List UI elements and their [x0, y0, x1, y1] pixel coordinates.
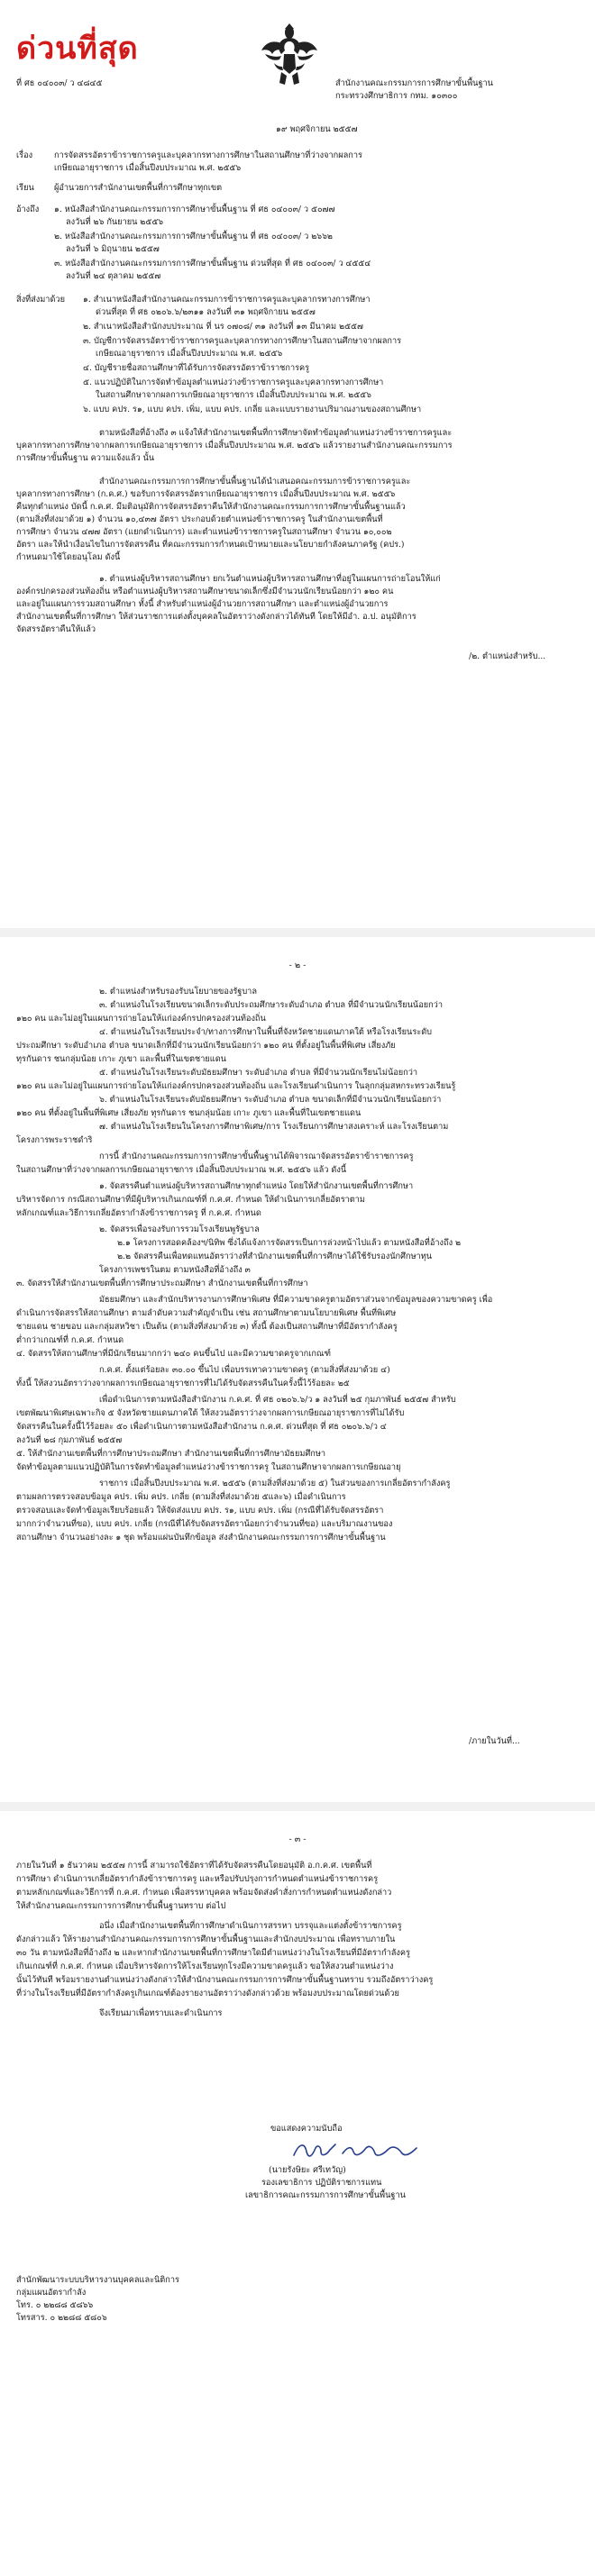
body-text: ๒.๑ โครงการสอดคล้องฯ/นิทิพ ซึ่งได้แจ้งการจัดสรรเป็นการล่วงหน้าไปแล้ว ตามหนังสือที่อ้างถึง ๒ — [117, 1238, 462, 1248]
reference-2: ๒. หนังสือสำนักงานคณะกรรมการการศึกษาขั้นพื้นฐาน ที่ ศธ ๐๔๐๐๓/ ว ๒๖๖๒ — [54, 232, 333, 241]
body-text: ตามผลการตรวจสอบข้อมูล คปร. เพิ่ม คปร. เกลี่ย (ตามสิ่งที่ส่งมาด้วย ๕และ๖) เมื่อดำเนินการ — [16, 1492, 346, 1502]
signer-name: (นายรังษิยะ ศรีเทวัญ) — [269, 2165, 346, 2175]
body-text: ๕. ให้สำนักงานเขตพื้นที่การศึกษาประถมศึกษา สำนักงานเขตพื้นที่การศึกษามัธยมศึกษา — [16, 1449, 326, 1459]
agency-name: สำนักงานคณะกรรมการการศึกษาขั้นพื้นฐาน — [335, 78, 493, 88]
body-text: ๑. ตำแหน่งผู้บริหารสถานศึกษา ยกเว้นตำแหน่งผู้บริหารสถานศึกษาที่อยู่ในแผนการถ่ายโอนให้แก่ — [99, 574, 441, 584]
body-text: ๓๐ วัน ตามหนังสือที่อ้างถึง ๒ และหากสำนักงานเขตพื้นที่การศึกษาใดมีตำแหน่งว่างในโรงเรียนที่มีอัตรากำลังครู — [16, 1948, 410, 1958]
subject-line-2: เกษียณอายุราชการ เมื่อสิ้นปีงบประมาณ พ.ศ. ๒๕๕๖ — [54, 163, 242, 173]
body-text: ก.ค.ศ. ตั้งแต่ร้อยละ ๓๐.๐๐ ขึ้นไป เพื่อบรรเทาความขาดครู (ตามสิ่งที่ส่งมาด้วย ๔) — [99, 1365, 390, 1375]
body-text: ทุรกันดาร ชนกลุ่มน้อย เกาะ ภูเขา และพื้นที่ในเขตชายแดน — [16, 1054, 226, 1064]
signature-icon — [288, 2139, 424, 2162]
body-text: ลงวันที่ ๒๘ กุมภาพันธ์ ๒๕๕๗ — [16, 1435, 123, 1445]
enclosures-label: สิ่งที่ส่งมาด้วย — [16, 295, 65, 305]
enclosure-line: ๒. สำเนาหนังสือสำนักงบประมาณ ที่ นร ๐๗๐๘/ ๓๑ ลงวันที่ ๑๓ มีนาคม ๒๕๕๗ — [83, 322, 363, 332]
body-text: ๗. ตำแหน่งในโรงเรียนในโครงการศึกษาพิเศษ/การ โรงเรียนการศึกษาสงเคราะห์ และโรงเรียนตาม — [99, 1122, 449, 1132]
enclosure-line: ๕. แนวปฏิบัติในการจัดทำข้อมูลตำแหน่งว่างข้าราชการครูและบุคลากรทางการศึกษา — [83, 378, 384, 387]
body-text: สำนักงานเขตพื้นที่การศึกษา ให้ส่วนราชการแต่งตั้งบุคคลในอัตราว่างดังกล่าวได้ทันที โดยให้มีอำ. อ.ป. อนุมัติการ — [16, 612, 416, 622]
subject-label: เรื่อง — [16, 150, 33, 160]
body-text: หลักเกณฑ์และวิธีการเกลี่ยอัตรากำลังข้าราชการครู ที่ ก.ค.ศ. กำหนด — [16, 1208, 261, 1218]
body-text: และอยู่ในแผนการรวมสถานศึกษา ทั้งนี้ สำหรับตำแหน่งผู้อำนวยการสถานศึกษา และตำแหน่งผู้อำนวยการ — [16, 599, 389, 609]
body-text: มากกว่าจำนวนที่ขอ), แบบ คปร. เกลี่ย (กรณีที่ได้รับจัดสรรอัตราน้อยกว่าจำนวนที่ขอ) และบริมาณงานของ — [16, 1519, 393, 1529]
enclosure-line: ๓. บัญชีการจัดสรรอัตราข้าราชการครูและบุคลากรทางการศึกษาในสถานศึกษาจากผลการ — [83, 336, 402, 346]
page-number: - ๓ - — [288, 1834, 307, 1844]
salutation-label: เรียน — [16, 183, 34, 193]
page-3 — [0, 1811, 595, 2576]
body-text: คืนทุกตำแหน่ง บัดนี้ ก.ค.ศ. มีมติอนุมัติการจัดสรรอัตราคืนให้สำนักงานคณะกรรมการการศึกษาขั้นพื้นฐานแล้ว — [16, 502, 406, 512]
body-text: เพื่อดำเนินการตามหนังสือสำนักงาน ก.ค.ศ. ที่ ศธ ๐๒๐๖.๖/ว ๑ ลงวันที่ ๒๕ กุมภาพันธ์ ๒๕๕๗ สำหรับ — [99, 1395, 456, 1405]
body-text: นั้นไว้ทันที พร้อมรายงานตำแหน่งว่างดังกล่าวให้สำนักงานคณะกรรมการการศึกษาขั้นพื้นฐานทราบ รวมถึงอัตราว่างครู — [16, 1975, 434, 1985]
footer-fax: โทรสาร. ๐ ๒๒๘๘ ๕๘๐๖ — [16, 2313, 107, 2323]
body-text: ๑. จัดสรรคืนตำแหน่งผู้บริหารสถานศึกษาทุกตำแหน่ง โดยให้สำนักงานเขตพื้นที่การศึกษา — [99, 1181, 414, 1191]
body-text: ชายแดน ชายขอบ และกลุ่มสหวิชา เป็นต้น (ตามสิ่งที่ส่งมาด้วย ๓) ทั้งนี้ ต้องเป็นสถานศึกษาที่มีอัตรากำลังครู — [16, 1322, 398, 1332]
continuation-note: /ภายในวันที่... — [469, 1736, 520, 1746]
enclosure-line: ในสถานศึกษาจากผลการเกษียณอายุราชการ เมื่อสิ้นปีงบประมาณ พ.ศ. ๒๕๕๖ — [96, 390, 371, 400]
footer-phone: โทร. ๐ ๒๒๘๘ ๕๘๖๖ — [16, 2300, 94, 2310]
body-text: กำหนดมาใช้โดยอนุโลม ดังนี้ — [16, 552, 121, 562]
body-text: โครงการพระราชดำริ — [16, 1135, 93, 1145]
signer-title-1: รองเลขาธิการ ปฏิบัติราชการแทน — [261, 2178, 382, 2188]
body-text: องค์กรปกครองส่วนท้องถิ่น หรือตำแหน่งผู้บริหารสถานศึกษาขนาดเล็กซึ่งมีจำนวนนักเรียนน้อยกว่า ๑๒๐ คน — [16, 587, 394, 596]
agency-address: กระทรวงศึกษาธิการ กทม. ๑๐๓๐๐ — [335, 91, 458, 101]
body-text: จัดสรรอัตราคืนให้แล้ว — [16, 624, 96, 634]
body-text: ๑๒๐ คน และไม่อยู่ในแผนการถ่ายโอนให้แก่องค์กรปกครองส่วนท้องถิ่น — [16, 1014, 266, 1024]
reference-1-date: ลงวันที่ ๒๖ กันยายน ๒๕๕๖ — [66, 217, 164, 227]
body-text: ๔. ตำแหน่งในโรงเรียนประจำ/ทางการศึกษาในพื้นที่จังหวัดชายแดนภาคใต้ หรือโรงเรียนระดับ — [99, 1027, 432, 1037]
body-text: อนึ่ง เมื่อสำนักงานเขตพื้นที่การศึกษาดำเนินการสรรหา บรรจุและแต่งตั้งข้าราชการครู — [99, 1921, 402, 1931]
footer-office: สำนักพัฒนาระบบบริหารงานบุคคลและนิติการ — [16, 2275, 179, 2285]
body-text: จัดทำข้อมูลตามแนวปฏิบัติในการจัดทำข้อมูลตำแหน่งว่างข้าราชการครู ในสถานศึกษาจากผลการเกษียณอายุ — [16, 1462, 401, 1472]
body-text: อัตรา และให้นำเงื่อนไขในการจัดสรรคืน ที่คณะกรรมการกำหนดเป้าหมายและนโยบายกำลังคนภาครัฐ (คปร.) — [16, 540, 405, 550]
body-text: ภายในวันที่ ๑ ธันวาคม ๒๕๕๗ การนี้ สามารถใช้อัตราที่ได้รับจัดสรรคืนโดยอนุมัติ อ.ก.ค.ศ. เขตพื้นที่ — [16, 1861, 372, 1871]
body-text: เขตพัฒนาพิเศษเฉพาะกิจ ๕ จังหวัดชายแดนภาคใต้ ให้สงวนอัตราว่างจากผลการเกษียณอายุราชการที่ไม่ได้รับ — [16, 1408, 405, 1418]
page-divider — [0, 1802, 595, 1811]
body-text: ๖. ตำแหน่งในโรงเรียนระดับมัธยมศึกษา ระดับอำเภอ ตำบล ขนาดเล็กที่มีจำนวนนักเรียนน้อยกว่า — [99, 1095, 442, 1105]
body-text: บุคลากรทางการศึกษา (ก.ค.ศ.) ขอรับการจัดสรรอัตราเกษียณอายุราชการ เมื่อสิ้นปีงบประมาณ พ.ศ. ๒๕๕๖ — [16, 489, 396, 499]
body-text: ตามหนังสือที่อ้างถึง ๓ แจ้งให้สำนักงานเขตพื้นที่การศึกษาจัดทำข้อมูลตำแหน่งว่างข้าราชการครูและ — [99, 428, 453, 438]
body-text: ตรวจสอบและจัดทำข้อมูลเรียบร้อยแล้ว ให้จัดส่งแบบ คปร. ร๑, แบบ คปร. เพิ่ม (กรณีที่ได้รับจัดสรรอัตรา — [16, 1506, 384, 1516]
enclosure-line: เกษียณอายุราชการ เมื่อสิ้นปีงบประมาณ พ.ศ. ๒๕๕๖ — [96, 349, 283, 359]
body-text: ๔. จัดสรรให้สถานศึกษาที่มีนักเรียนมากกว่า ๒๔๐ คนขึ้นไป และมีความขาดครูจากเกณฑ์ — [16, 1349, 332, 1359]
body-text: ในสถานศึกษาที่ว่างจากผลการเกษียณอายุราชการ เมื่อสิ้นปีงบประมาณ พ.ศ. ๒๕๕๖ แล้ว ดังนี้ — [16, 1165, 347, 1175]
body-text: ๑๒๐ คน และไม่อยู่ในแผนการถ่ายโอนให้แก่องค์กรปกครองส่วนท้องถิ่น และโรงเรียนดำเนินการ ในลุกกลุ่มสหกระทรวงเรียนรู้ — [16, 1081, 456, 1091]
urgency-stamp: ด่วนที่สุด — [16, 31, 139, 67]
enclosure-line: ๖. แบบ คปร. ร๑, แบบ คปร. เพิ่ม, แบบ คปร. เกลี่ย และแบบรายงานปริมาณงานของสถานศึกษา — [83, 405, 422, 414]
enclosure-line: ๑. สำเนาหนังสือสำนักงานคณะกรรมการข้าราชการครูและบุคลากรทางการศึกษา — [83, 295, 371, 305]
body-text: สำนักงานคณะกรรมการการศึกษาขั้นพื้นฐานได้นำเสนอคณะกรรมการข้าราชการครูและ — [99, 477, 411, 487]
reference-1: ๑. หนังสือสำนักงานคณะกรรมการการศึกษาขั้นพื้นฐาน ที่ ศธ ๐๔๐๐๓/ ว ๕๐๗๗ — [54, 205, 335, 214]
body-text: ๓. จัดสรรให้สำนักงานเขตพื้นที่การศึกษาประถมศึกษา สำนักงานเขตพื้นที่การศึกษา — [16, 1279, 308, 1288]
page-number: - ๒ - — [288, 960, 307, 970]
body-text: การศึกษาขั้นพื้นฐาน ความแจ้งแล้ว นั้น — [16, 453, 155, 463]
body-text: ๒.๒ จัดสรรคืนเพื่อทดแทนอัตราว่างที่สำนักงานเขตพื้นที่การศึกษาได้ใช้รับรองนักศึกษาทุน — [117, 1252, 433, 1261]
reference-3-date: ลงวันที่ ๒๔ ตุลาคม ๒๕๕๗ — [66, 271, 161, 281]
body-text: บุคลากรทางการศึกษาจากผลการเกษียณอายุราชการ เมื่อสิ้นปีงบประมาณ พ.ศ. ๒๕๕๖ แล้วรายงานสำนักงานคณะกรรมการ — [16, 441, 453, 451]
body-text: ๕. ตำแหน่งในโรงเรียนระดับมัธยมศึกษา ระดับอำเภอ ตำบล ที่มีจำนวนนักเรียนไม่น้อยกว่า — [99, 1068, 418, 1078]
continuation-note: /๒. ตำแหน่งสำหรับ... — [469, 651, 546, 661]
body-text: ดำเนินการจัดสรรให้สถานศึกษา ตามลำดับความสำคัญจำเป็น เช่น สถานศึกษาตามนโยบายพิเศษ พื้นที่พิเศษ — [16, 1308, 397, 1318]
body-text: (ตามสิ่งที่ส่งมาด้วย ๑) จำนวน ๑๐,๔๓๗ อัตรา ประกอบด้วยตำแหน่งข้าราชการครู ในสำนักงานเขตพื้นที่ — [16, 514, 383, 524]
salutation-text: ผู้อำนวยการสำนักงานเขตพื้นที่การศึกษาทุกเขต — [54, 183, 223, 193]
footer-group: กลุ่มแผนอัตรากำลัง — [16, 2288, 87, 2298]
body-text: ๓. ตำแหน่งในโรงเรียนขนาดเล็กระดับประถมศึกษาระดับอำเภอ ตำบล ที่มีจำนวนนักเรียนน้อยกว่า — [99, 1000, 443, 1010]
body-text: ให้สำนักงานคณะกรรมการการศึกษาขั้นพื้นฐานทราบ ต่อไป — [16, 1901, 226, 1911]
body-text: จัดสรรคืนในครั้งนี้ไว้ร้อยละ ๕๐ เพื่อดำเนินการตามหนังสือสำนักงาน ก.ค.ศ. ด่วนที่สุด ที่ ศธ ๐๒๐๖.๖/ว ๔ — [16, 1422, 387, 1432]
body-text: ประถมศึกษา ระดับอำเภอ ตำบล ขนาดเล็กที่มีจำนวนนักเรียนน้อยกว่า ๑๒๐ คน ที่ตั้งอยู่ในพื้นที่พิเศษ เสี่ยงภัย — [16, 1041, 396, 1051]
body-text: ต่ำกว่าเกณฑ์ที่ ก.ค.ศ. กำหนด — [16, 1335, 124, 1345]
body-text: ราชการ เมื่อสิ้นปีงบประมาณ พ.ศ. ๒๕๕๖ (ตามสิ่งที่ส่งมาด้วย ๕) ในส่วนของการเกลี่ยอัตรากำลังครู — [99, 1479, 451, 1488]
reference-3: ๓. หนังสือสำนักงานคณะกรรมการการศึกษาขั้นพื้นฐาน ด่วนที่สุด ที่ ศธ ๐๔๐๐๓/ ว ๔๕๕๔ — [54, 259, 371, 269]
body-text: มัธยมศึกษา และสำนักบริหารงานการศึกษาพิเศษ ที่มีความขาดครูตามอัตราส่วนจากข้อมูลของความขาดครู เพื่อ — [99, 1295, 493, 1305]
page-2 — [0, 937, 595, 1802]
body-text: ทั้งนี้ ให้สงวนอัตราว่างจากผลการเกษียณอายุราชการที่ไม่ได้รับจัดสรรคืนในครั้งนี้ไว้ร้อยละ ๒๕ — [16, 1379, 350, 1388]
body-text: โครงการเพชรในตม ตามหนังสือที่อ้างถึง ๓ — [99, 1265, 251, 1275]
body-text: ๒. ตำแหน่งสำหรับรองรับนโยบายของรัฐบาล — [99, 987, 257, 997]
closing-phrase: ขอแสดงความนับถือ — [270, 2124, 343, 2134]
signer-title-2: เลขาธิการคณะกรรมการการศึกษาขั้นพื้นฐาน — [245, 2190, 406, 2200]
references-label: อ้างถึง — [16, 205, 40, 214]
body-text: จึงเรียนมาเพื่อทราบและดำเนินการ — [99, 2008, 223, 2018]
document-number: ที่ ศธ ๐๔๐๐๓/ ว ๔๘๔๕ — [16, 78, 103, 88]
body-text: ที่ว่างในโรงเรียนที่มีอัตรากำลังครูเกินเกณฑ์ต้องรายงานอัตราว่างดังกล่าวด้วย พร้อมงบประมาณโดยด่วนด้วย — [16, 1989, 399, 1998]
garuda-emblem-icon — [260, 23, 319, 86]
enclosure-line: ด่วนที่สุด ที่ ศธ ๐๒๐๖.๖/๒๓๑๑ ลงวันที่ ๓๑ พฤศจิกายน ๒๕๕๗ — [96, 307, 316, 317]
reference-2-date: ลงวันที่ ๖ มิถุนายน ๒๕๕๗ — [66, 244, 160, 254]
subject-line-1: การจัดสรรอัตราข้าราชการครูและบุคลากรทางการศึกษาในสถานศึกษาที่ว่างจากผลการ — [54, 150, 362, 160]
body-text: ตามหลักเกณฑ์และวิธีการที่ ก.ค.ศ. กำหนด เพื่อสรรหาบุคคล พร้อมจัดส่งคำสั่งการกำหนดตำแหน่งดังกล่าว — [16, 1888, 392, 1898]
document-date: ๑๙ พฤศจิกายน ๒๕๕๗ — [276, 124, 358, 134]
body-text: สถานศึกษา จำนวนอย่างละ ๑ ชุด พร้อมแผ่นบันทึกข้อมูล ส่งสำนักงานคณะกรรมการการศึกษาขั้นพื้นฐาน — [16, 1533, 386, 1543]
body-text: ๒. จัดสรรเพื่อรองรับการรวมโรงเรียนพูรัฐบาล — [99, 1224, 260, 1234]
body-text: บริหารจัดการ กรณีสถานศึกษาที่มีผู้บริหารเกินเกณฑ์ที่ ก.ค.ศ. กำหนด ให้ดำเนินการเกลี่ยอัตราตาม — [16, 1195, 365, 1205]
page-divider — [0, 928, 595, 937]
enclosure-line: ๔. บัญชีรายชื่อสถานศึกษาที่ได้รับการจัดสรรอัตราข้าราชการครู — [83, 363, 310, 373]
body-text: การศึกษา จำนวน ๔๗๗ อัตรา (แยกดำเนินการ) และตำแหน่งข้าราชการครูในสถานศึกษา จำนวน ๑๐,๐๐๒ — [16, 527, 392, 537]
body-text: การศึกษา ดำเนินการเกลี่ยอัตรากำลังข้าราชการครู และหรือปรับปรุงการกำหนดตำแหน่งข้าราชการครู — [16, 1874, 379, 1884]
body-text: เกินเกณฑ์ที่ ก.ค.ศ. กำหนด เมื่อบริหารจัดการให้โรงเรียนทุกโรงมีความขาดครูแล้ว ขอให้สงวนตำแหน่งว่าง — [16, 1962, 394, 1971]
body-text: ๑๒๐ คน ที่ตั้งอยู่ในพื้นที่พิเศษ เสี่ยงภัย ทุรกันดาร ชนกลุ่มน้อย เกาะ ภูเขา และพื้นที่ในเขตชายแดน — [16, 1108, 362, 1118]
body-text: การนี้ สำนักงานคณะกรรมการการศึกษาขั้นพื้นฐานได้พิจารณาจัดสรรอัตราข้าราชการครู — [99, 1151, 414, 1161]
body-text: ดังกล่าวแล้ว ให้รายงานสำนักงานคณะกรรมการการศึกษาขั้นพื้นฐานและสำนักงบประมาณ เพื่อทราบภายใน — [16, 1934, 396, 1944]
page-1 — [0, 0, 595, 928]
